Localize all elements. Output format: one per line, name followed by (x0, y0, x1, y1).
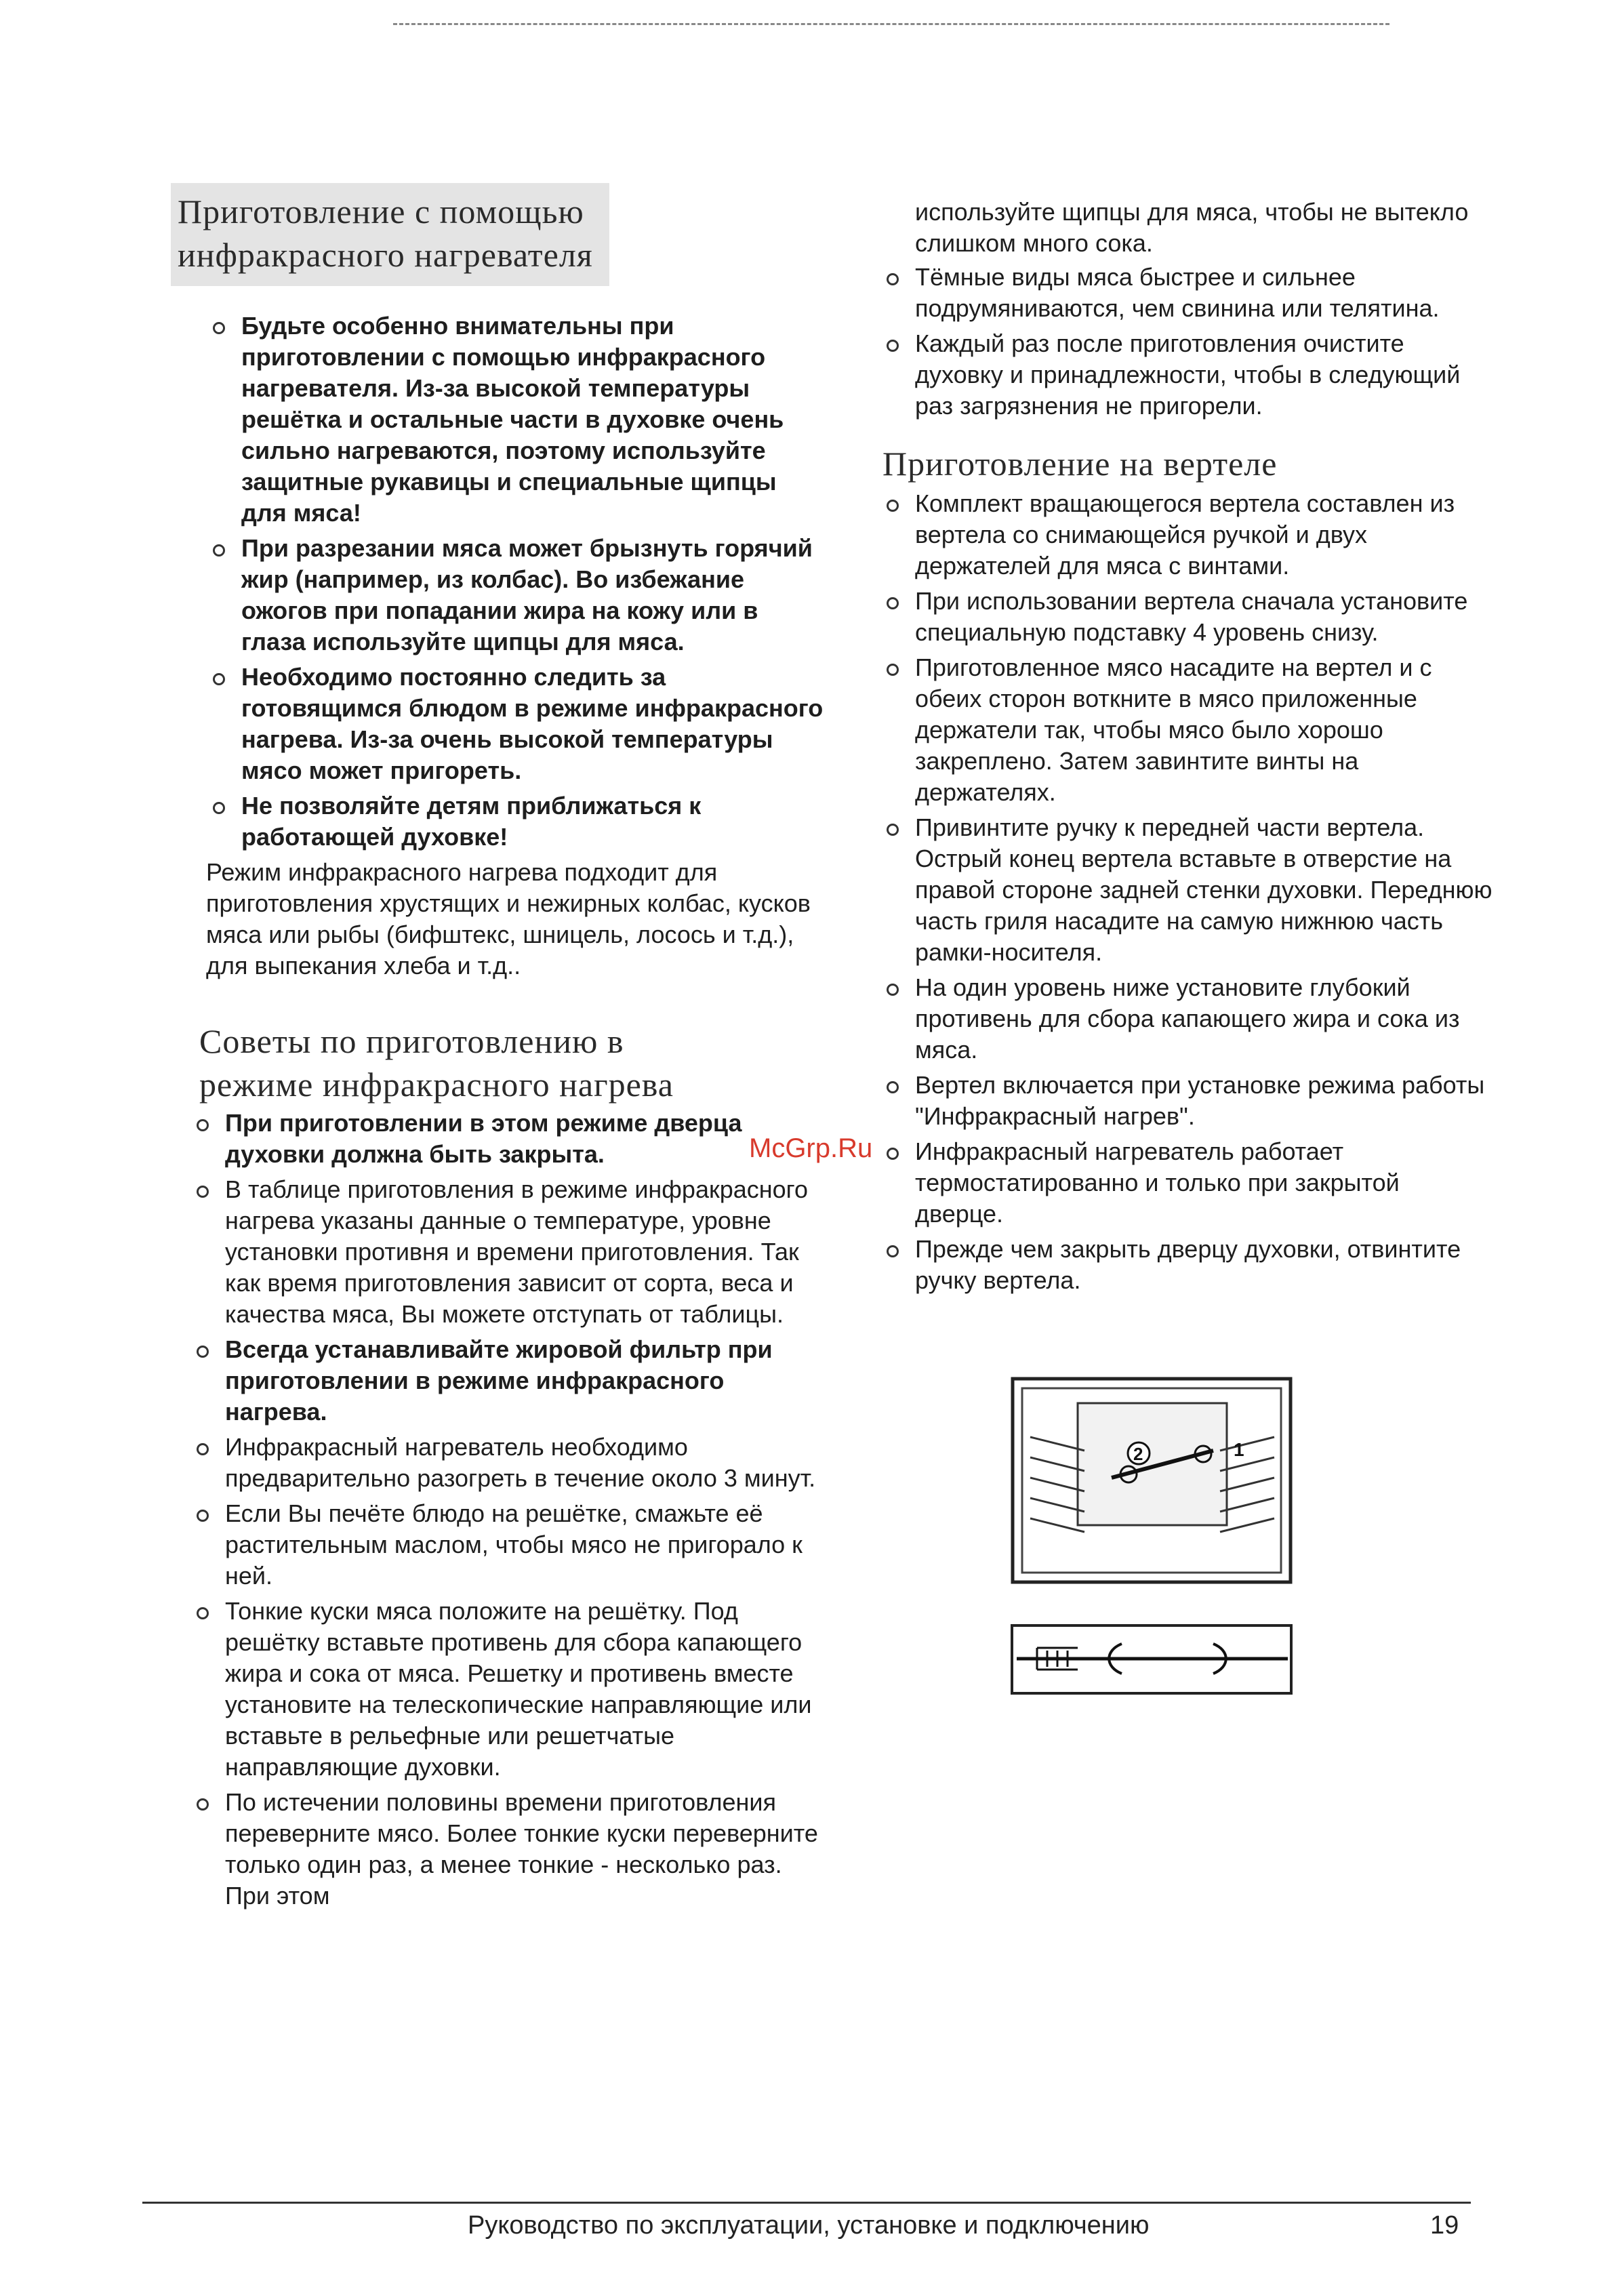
list-item: Не позволяйте детям приближаться к работающей духовке! (209, 790, 826, 853)
heading-line: инфракрасного нагревателя (178, 236, 593, 274)
list-item: На один уровень ниже установите глубокий противень для сбора капающего жира и сока из мяса. (882, 972, 1493, 1066)
heading-line: Приготовление с помощью (178, 193, 584, 230)
heading-infrared-cooking (171, 183, 609, 286)
list-item: Необходимо постоянно следить за готовящимся блюдом в режиме инфракрасного нагрева. Из-за очень высокой температуры мясо может пригореть. (209, 662, 826, 786)
list-item: При использовании вертела сначала установите специальную подставку 4 уровень снизу. (882, 586, 1493, 648)
rotisserie-list (882, 488, 1493, 1296)
intro-paragraph: Режим инфракрасного нагрева подходит для приготовления хрустящих и нежирных колбас, кусков мяса или рыбы (бифштекс, шницель, лосось и т.д.), для выпекания хлеба и т.д.. (206, 858, 811, 979)
tips-list (192, 1108, 826, 1912)
heading-rotisserie: Приготовление на вертеле (882, 445, 1278, 483)
list-item: Комплект вращающегося вертела составлен из вертела со снимающейся ручкой и двух держателей для мяса с винтами. (882, 488, 1493, 582)
footer-rule (142, 2202, 1471, 2204)
oven-back-wall (1078, 1403, 1227, 1525)
list-item: Тёмные виды мяса быстрее и сильнее подрумяниваются, чем свинина или телятина. (882, 262, 1493, 324)
heading-tips (199, 1019, 826, 1106)
list-item: Всегда устанавливайте жировой фильтр при приготовлении в режиме инфракрасного нагрева. (192, 1334, 826, 1428)
heading-line: Советы по приготовлению в (199, 1022, 624, 1060)
oven-rotisserie-illustration (1010, 1376, 1295, 1586)
page-number: 19 (1430, 2211, 1459, 2240)
list-item: Приготовленное мясо насадите на вертел и с обеих сторон воткните в мясо приложенные держатели так, чтобы мясо было хорошо закреплено. Затем завинтите винты на держателях. (882, 652, 1493, 808)
list-item: Привинтите ручку к передней части вертела. Острый конец вертела вставьте в отверстие на правой стороне задней стенки духовки. Переднюю часть гриля насадите на самую нижнюю часть рамки-носителя. (882, 812, 1493, 968)
footer-text: Руководство по эксплуатации, установке и подключению (468, 2211, 1150, 2240)
list-item: Прежде чем закрыть дверцу духовки, отвинтите ручку вертела. (882, 1234, 1493, 1296)
right-column (882, 197, 1493, 1300)
figure-label-1: 1 (1234, 1439, 1244, 1460)
top-rule (393, 23, 1389, 25)
list-item: Инфракрасный нагреватель необходимо предварительно разогреть в течение около 3 минут. (192, 1432, 826, 1494)
list-item: По истечении половины времени приготовления переверните мясо. Более тонкие куски переверните только один раз, а менее тонкие - несколько раз. При этом (192, 1787, 826, 1912)
list-item: При разрезании мяса может брызнуть горячий жир (например, из колбас). Во избежание ожогов при попадании жира на кожу или в глаза используйте щипцы для мяса. (209, 533, 826, 658)
spit-illustration (1010, 1623, 1295, 1698)
list-item: Будьте особенно внимательны при приготовлении с помощью инфракрасного нагревателя. Из-за высокой температуры решётка и остальные части в духовке очень сильно нагреваются, поэтому используйте защитные рукавицы и специальные щипцы для мяса! (209, 310, 826, 529)
heading-line: режиме инфракрасного нагрева (199, 1066, 674, 1104)
list-item: Инфракрасный нагреватель работает термостатированно и только при закрытой дверце. (882, 1136, 1493, 1230)
watermark: McGrp.Ru (749, 1133, 873, 1163)
list-item: Вертел включается при установке режима работы "Инфракрасный нагрев". (882, 1070, 1493, 1132)
continuation-text: используйте щипцы для мяса, чтобы не вытекло слишком много сока. (915, 198, 1469, 257)
list-item: В таблице приготовления в режиме инфракрасного нагрева указаны данные о температуре, уровне установки противня и времени приготовления. Так как время приготовления зависит от сорта, веса и качества мяса, Вы можете отступать от таблицы. (192, 1174, 826, 1330)
list-item: Если Вы печёте блюдо на решётке, смажьте её растительным маслом, чтобы мясо не пригорало к ней. (192, 1498, 826, 1592)
figure-label-2: 2 (1133, 1444, 1143, 1464)
list-item: При приготовлении в этом режиме дверца духовки должна быть закрыта. (192, 1108, 826, 1170)
warning-list (209, 310, 826, 853)
left-column (175, 183, 826, 1916)
list-item: Тонкие куски мяса положите на решётку. Под решётку вставьте противень для сбора капающего жира и сока от мяса. Решетку и противень вместе установите на телескопические направляющие или вставьте в рельефные или решетчатые направляющие духовки. (192, 1596, 826, 1783)
tips-continued-list (882, 262, 1493, 422)
list-item: Каждый раз после приготовления очистите духовку и принадлежности, чтобы в следующий раз загрязнения не пригорели. (882, 328, 1493, 422)
